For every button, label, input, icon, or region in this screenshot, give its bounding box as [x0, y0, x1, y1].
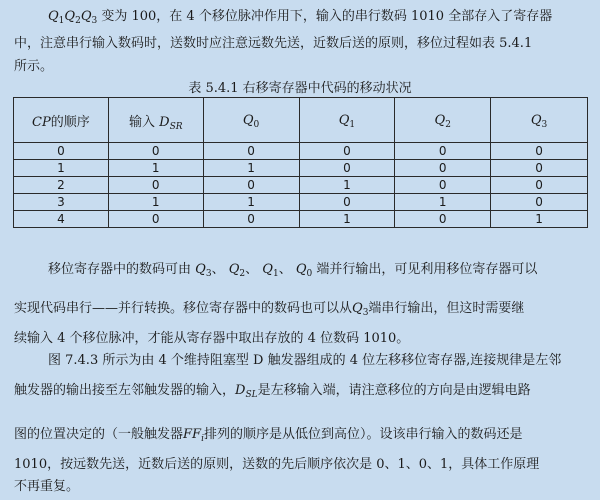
- table-cell: 0: [14, 143, 109, 160]
- var-q3: Q: [80, 9, 92, 24]
- intro-line-1: [48, 9, 552, 25]
- para3-line-5: 不再重复。: [14, 479, 80, 494]
- table-row: [14, 211, 588, 228]
- table-cell: 0: [299, 194, 395, 211]
- sep: 、: [245, 262, 259, 277]
- table-cell: 0: [299, 143, 395, 160]
- table-cell: 0: [299, 160, 395, 177]
- header-q1: [299, 98, 395, 143]
- table-cell: 0: [203, 177, 299, 194]
- sep: 、: [278, 262, 292, 277]
- q1-var: Q: [338, 112, 350, 128]
- table-cell: 1: [108, 194, 203, 211]
- var-q0: Q: [295, 262, 307, 277]
- cp-text: 的顺序: [50, 114, 90, 130]
- input-var: D: [159, 114, 170, 130]
- table-cell: 0: [395, 143, 491, 160]
- sub-q2: 2: [239, 269, 246, 279]
- q1-sub: 1: [349, 119, 356, 130]
- table-cell: 0: [108, 177, 203, 194]
- table-cell: 1: [14, 160, 109, 177]
- q2-sub: 2: [445, 119, 451, 130]
- var-q1: Q: [48, 9, 59, 24]
- table-cell: 0: [203, 143, 299, 160]
- para2-line-1: [48, 262, 537, 278]
- para2-line2-a: 实现代码串行——并行转换。移位寄存器中的数码也可以从: [14, 301, 353, 316]
- sub-sl: SL: [245, 390, 258, 400]
- table-cell: 4: [14, 211, 109, 228]
- sub-q2: 2: [75, 16, 81, 26]
- para3-line-2: [14, 383, 531, 399]
- sub-q3: 3: [205, 269, 212, 279]
- header-q0: [203, 98, 299, 143]
- para3-line-3: [14, 427, 522, 443]
- sub-q0: 0: [306, 269, 313, 279]
- sub-q3: 3: [91, 16, 98, 26]
- para3-line-1: 图 7.4.3 所示为由 4 个维持阻塞型 D 触发器组成的 4 位左移移位寄存器,连接规律是左邻: [48, 353, 562, 368]
- table-cell: 0: [203, 211, 299, 228]
- para2-text-b: 端并行输出，可见利用移位寄存器可以: [316, 262, 538, 277]
- sub-i: i: [201, 434, 204, 444]
- q3-var: Q: [530, 112, 542, 128]
- intro-line-2: 中，注意串行输入数码时，送数时应注意远数先送，近数后送的原则，移位过程如表 5.4.1: [14, 36, 533, 51]
- table-cell: 0: [108, 211, 203, 228]
- input-text: 输入: [128, 114, 155, 130]
- table-cell: 1: [491, 211, 588, 228]
- table-row: [14, 177, 588, 194]
- var-d: D: [235, 383, 246, 398]
- q3-sub: 3: [541, 119, 548, 130]
- shift-register-table: [13, 97, 588, 228]
- para3-line3-a: 图的位置决定的（一般触发器: [14, 427, 184, 442]
- table-cell: 1: [395, 194, 491, 211]
- para2-line2-b: 端串行输出，但这时需要继: [368, 301, 525, 316]
- var-q2: Q: [228, 262, 240, 277]
- intro-text-1: 变为 100，在 4 个移位脉冲作用下，输入的串行数码 1010 全部存入了寄存器: [101, 9, 553, 24]
- header-input: [108, 98, 203, 143]
- sub-q1: 1: [58, 16, 65, 26]
- table-row: [14, 194, 588, 211]
- table-cell: 0: [395, 211, 491, 228]
- table-cell: 0: [395, 160, 491, 177]
- para3-line-4: 1010，按远数先送，近数后送的原则，送数的先后顺序依次是 0、1、0、1，具体工作原理: [14, 457, 540, 472]
- table-caption: 表 5.4.1 右移寄存器中代码的移动状况: [188, 81, 412, 96]
- var-q3: Q: [352, 301, 363, 316]
- table-cell: 0: [491, 143, 588, 160]
- q2-var: Q: [434, 112, 446, 128]
- header-q2: [395, 98, 491, 143]
- para3-line3-b: 排列的顺序是从低位到高位）。设该串行输入的数码还是: [203, 427, 523, 442]
- input-sub: SR: [169, 121, 183, 132]
- table-row: [14, 160, 588, 177]
- table-header-row: [14, 98, 588, 143]
- table-cell: 1: [203, 160, 299, 177]
- table-cell: 1: [203, 194, 299, 211]
- para2-line-2: [14, 301, 524, 317]
- table-cell: 1: [299, 211, 395, 228]
- q0-var: Q: [242, 112, 254, 128]
- table-cell: 1: [299, 177, 395, 194]
- table-cell: 3: [14, 194, 109, 211]
- q0-sub: 0: [253, 119, 260, 130]
- cp-var: CP: [32, 114, 51, 130]
- sub-q1: 1: [272, 269, 279, 279]
- table-cell: 0: [395, 177, 491, 194]
- para3-line2-b: 是左移输入端，请注意移位的方向是由逻辑电路: [257, 383, 531, 398]
- table-cell: 2: [14, 177, 109, 194]
- var-ff: FF: [183, 427, 202, 442]
- para2-text-a: 移位寄存器中的数码可由: [48, 262, 192, 277]
- header-cp: [14, 98, 109, 143]
- para2-line-3: 续输入 4 个移位脉冲，才能从寄存器中取出存放的 4 位数码 1010。: [14, 331, 410, 346]
- var-q1: Q: [262, 262, 273, 277]
- table-cell: 1: [108, 160, 203, 177]
- para3-line2-a: 触发器的输出接至左邻触发器的输入，: [14, 383, 236, 398]
- table-cell: 0: [108, 143, 203, 160]
- var-q3: Q: [195, 262, 206, 277]
- var-q2: Q: [64, 9, 76, 24]
- intro-line-3: 所示。: [14, 59, 54, 74]
- table-cell: 0: [491, 194, 588, 211]
- sep: 、: [211, 262, 225, 277]
- table-cell: 0: [491, 160, 588, 177]
- table-row: [14, 143, 588, 160]
- header-q3: [491, 98, 588, 143]
- sub-q3: 3: [362, 308, 369, 318]
- table-cell: 0: [491, 177, 588, 194]
